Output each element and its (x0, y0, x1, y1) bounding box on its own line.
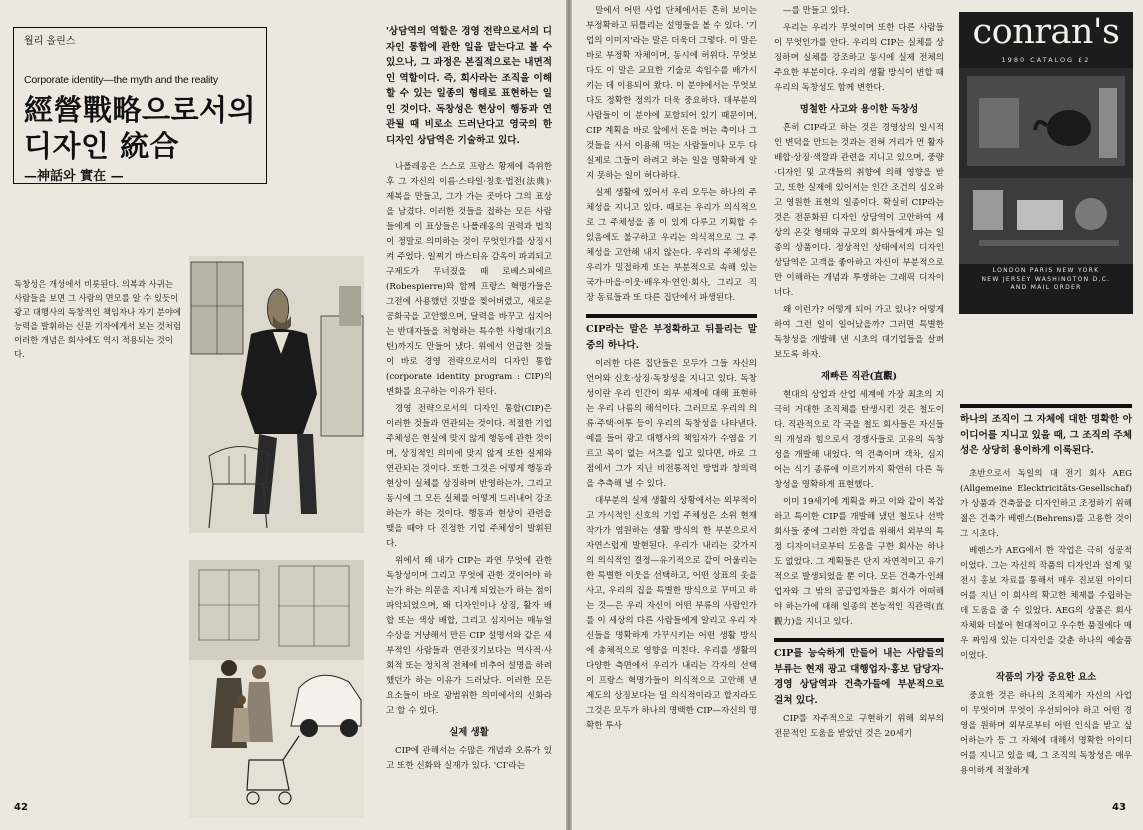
body-paragraph: 흔히 CIP라고 하는 것은 경영상의 일시적인 변덕을 만드는 것과는 전혀 거리가 먼 활자 배합·상징·색깔과 관련을 지니고 있으며, 중량·디자인 및 고객들의 취향에 의해 영향을 받고, 또한 실제에 있어서는 인간 조건의 심오하고 영원한 표현의 일종이다. 확실히 CIP라는 것은 전문화된 디자인 상담역이 고안하여 세상의 온갖 형태와 규모의 회사들에게 파는 일종의 상품이다. 정상적인 상태에서의 디자인 상담역은 고객을 좋아하고 자신이 부분적으로만 이해하는 개념과 투쟁하는 그래픽 디자이너다. (774, 123, 944, 298)
catalog-edition: 1980 CATALOG £2 (1001, 56, 1091, 64)
family-drawing (189, 560, 364, 818)
body-paragraph: 초반으로서 독일의 대 전기 회사 AEG (Allgemeine Elecktricitäts-Gesellschaf)가 상품과 건축물을 디자인하고 조정하기 위해 젊은 건축가 베렌스(Behrens)를 고용한 것이 그 시초다. (960, 468, 1132, 539)
catalog-location-line: NEW JERSEY WASHINGTON D.C. (981, 275, 1111, 283)
body-paragraph: 나폴레옹은 스스로 프랑스 황제에 즉위한 후 그 자신의 이름·스타일·칭호·법전(法典)·제복을 만들고, 그가 가는 곳마다 그의 표상을 남겼다. 이러한 것들을 접하는 모든 사람들에게 이 표상들은 나폴레옹의 권력과 법칙이 정말로 의미하는 것이 무엇인가를 상징시켜 주었다. 일찌기 바스티유 감옥이 파괴되고 구제도가 무너졌을 때 로베스피에르(Robespierre)와 함께 프랑스 혁명가들은 그전에 사용했던 깃발을 찢어버렸고, 새로운 공화국을 고안했으며, 달력을 바꾸고 심지어는 반대자들을 처형하는 특수한 사형대(기요틴)까지도 만들어 냈다. 위에서 언급한 것들이 바로 경영 전략으로서의 디자인 통합(corporate identity program : CIP)의 변화를 요구하는 이유가 된다. (386, 162, 552, 397)
man-portrait-illustration (189, 256, 364, 533)
body-paragraph: 경영 전략으로서의 디자인 통합(CIP)은 이러한 것들과 연관되는 것이다. 적절한 기업 주체성은 현실에 맞지 않게 행동에 관한 것이며, 상징적인 의미에 맞지 않게 또한 실제와 연관되는 것이다. 또한 그것은 어떻게 행동과 현상이 실체를 상징하며 반영하는가, 그리고 동시에 그 모든 실체를 어떻게 드러내어 강조하는가 하는 것이다. 행동과 현상이 관련을 맺을 때야 다 진정한 기업 주체성이 발휘된다. (386, 404, 552, 549)
body-paragraph: 베렌스가 AEG에서 한 작업은 극히 성공적이었다. 그는 자신의 작품의 디자인과 설계 및 전시 홍보 자료를 통해서 매우 진보된 아이디어를 지닌 이 회사의 확고한 체제를 수립하는 데 도움을 줄 수 있었다. AEG의 상품은 회사 자체와 더불어 현대적이고 우수한 품질에다 매우 짜임새 있는 디자인을 갖춘 하나의 예술품이었다. (960, 545, 1132, 661)
body-paragraph: 말에서 어떤 사업 단체에서든 흔히 보이는 부정확하고 뒤틀리는 설명들을 볼 수 있다. '기업의 이미지'라는 말은 더욱더 그렇다. 이 말은 바로 부정확 자체이며, 동시에 허위다. 무엇보다도 이 말은 교묘한 기술로 속임수를 배가시키는 데 이용되어 왔다. 이 분야에서는 무엇보다도 정확한 정의가 더욱 중요하다. 대부분의 사람들이 이 분야에 포함되어 있기 때문이며, CIP 계획을 바로 앞에서 돈을 버는 측이나 그것들을 사서 이용해 먹는 사람들이나 모두 다 실제로 그들이 하려고 하는 일을 명확하게 알지 못하는 일이 허다하다. (586, 6, 757, 181)
body-paragraph: —를 만들고 있다. (783, 6, 850, 16)
title-box (13, 27, 267, 184)
body-paragraph: 이미 19세기에 계획을 짜고 이와 같이 복잡하고 특이한 CIP를 개발해 냈던 철도나 선박 회사들 중에 그러한 작업을 위해서 외부의 특정 디자이너로부터 도움을 구한 회사는 하나도 없었다. 그 계획들은 단지 자연적이고 유기적으로 발생되었을 뿐 이다. 모든 건축가·인쇄업자와 그 밖의 공급업자들은 회사가 어떠해야 하는가에 대해 일종의 본능적인 직관력(直觀力)을 지니고 있다. (774, 497, 944, 627)
body-paragraph: 이러한 다른 집단들은 모두가 그들 자신의 언어와 신호·상징·독창성을 지니고 있다. 독창성이란 우리 인간이 외부 세계에 대해 표현하는 우리 나름의 해석이다. 그러므로 우리의 의류·주택·어투 등이 우리의 독창성을 나타낸다. 예를 들어 광고 대행사의 책임자가 수염을 기르고 목이 없는 셔츠를 입고 있다면, 바로 그 점에서 그가 지닌 비전통적인 방법과 창의력을 추측해 낼 수 있다. (586, 359, 757, 489)
left-page (0, 0, 566, 830)
right-text-column-3 (960, 404, 1132, 781)
section-subhead: 작품의 가장 중요한 요소 (995, 671, 1097, 683)
body-paragraph: 현대의 상업과 산업 세계에 가장 최초의 지극히 거대한 조직체를 탄생시킨 것은 철도이다. 직관적으로 각 국을 철도 회사들은 자신들의 개성과 힘으로서 경쟁사들로 고유의 독창성을 개발해 내었다. 역 건축이며 객차, 심지어는 식기 종류에 이르기까지 확연히 다른 독창성을 명확하게 표현했다. (774, 390, 944, 490)
body-paragraph: 왜 이런가? 어떻게 되어 가고 있나? 어떻게 하여 그런 일이 일어났을까? 그러면 특별한 독창성을 개발해 낸 시초의 대기업들을 살펴보도록 하자. (774, 305, 944, 360)
catalog-still-life (959, 68, 1133, 264)
family-illustration (189, 560, 364, 818)
section-subhead: 재빠른 직관(直觀) (820, 371, 898, 382)
body-paragraph: 대부분의 실제 생활의 상황에서는 외부적이고 가시적인 신호의 기업 주체성은 소위 현재 작가가 염원하는 생활 방식의 한 부분으로서 자연스럽게 발현된다. 우리가 내리는 갖가지의 의식적인 결정—유기적으로 같이 어울리는 한 특별한 이웃을 선택하고, 어떤 상표의 옷을 사고, 우리의 집을 특별한 방식으로 꾸미고 하는 것—은 우리 자신이 어떤 부류의 사람인가를 이 세상의 다른 사람들에게 알리고 우리 자신들을 명확하게 가꾸시키는 어떤 생활 방식에 총체적으로 영향을 미친다. 우리를 생활의 다양한 측면에서 우리가 내리는 각자의 선택이 프랑스 혁명가들이 의식적으로 고안해 낸 제도의 상징보다는 덜 의식적이라고 할지라도 그것은 모두가 하나의 명백한 CIP—자신의 명확한 투사 (586, 496, 757, 731)
pull-quote: 하나의 조직이 그 자체에 대한 명확한 아이디어를 지니고 있을 때, 그 조직의 주체성은 상당히 용이하게 이룩된다. (960, 404, 1132, 459)
body-paragraph: 위에서 왜 내가 CIP는 과연 무엇에 관한 독창성이며 그리고 무엇에 관한 것이어야 하는가 하는 의문을 지니게 되었는가 하는 점이 파악되었으며, 왜 디자인이나 상징, 활자 배합 또는 색상 배합, 그리고 심지어는 매뉴얼 수상을 거냥해서 만든 CIP 설명서와 같은 세부적인 사람들과 연관짓기보다는 역사적·사회적 또는 정치적 전체에 비추어 설명을 하려 했던가 하는 이유가 드러났다. 이러한 모든 요소들이 바로 광범위한 의미에서의 신화라고 할 수 있다. (386, 556, 552, 716)
body-paragraph: 우리는 우리가 무엇이며 또한 다른 사람들이 무엇인가를 안다. 우리의 CIP는 실체를 상징하며 실체를 강조하고 동시에 실제 전체의 주요한 부분이다. 우리의 생활 방식이 변할 때 우리의 독창성도 함께 변한다. (774, 23, 944, 93)
section-subhead: 실제 생활 (449, 727, 489, 738)
catalog-location-line: AND MAIL ORDER (1010, 284, 1082, 291)
subtitle: —神話와 實在 — (24, 169, 124, 184)
catalog-location-line: LONDON PARIS NEW YORK (992, 267, 1100, 274)
catalog-brand: conran's (972, 12, 1120, 52)
english-title: Corporate identity—the myth and the reality (24, 74, 218, 86)
right-text-column-2 (774, 4, 944, 744)
title-line-1: 經營戰略으로서의 (24, 93, 257, 127)
pull-quote: CIP라는 말은 부정확하고 뒤틀리는 말 중의 하나다. (586, 314, 757, 353)
page-number: 43 (1112, 802, 1126, 813)
body-paragraph: CIP에 관해서는 수많은 개념과 오류가 있고 또한 신화와 실재가 있다. 'CI'라는 (386, 746, 552, 771)
catalog-cover-image (959, 12, 1133, 314)
body-paragraph: 실제 생활에 있어서 우리 모두는 하나의 주체성을 지니고 있다. 때로는 우리가 의식적으로 그 주체성을 좀 이 있게 다루고 기획할 수 있음에도 불구하고 우리는 의식적으로 그 주체성을 고안해 내지 않는다. 우리의 주체성은 우리가 밀접하게 또는 부분적으로 속해 있는 국가·마을·이웃·배우자·연인·회사, 그리고 직장 동료들과 또 다른 집단에서 파생된다. (586, 188, 757, 303)
catalog-locations (959, 267, 1133, 293)
page-number: 42 (14, 802, 28, 813)
title-line-2: 디자인 統合 (24, 129, 180, 163)
man-portrait-drawing (189, 256, 364, 533)
pull-quote: CIP를 능숙하게 만들어 내는 사람들의 부류는 현재 광고 대행업자·홍보 담당자·경영 상담역과 건축가들에 부분적으로 걸쳐 있다. (774, 638, 944, 708)
body-paragraph: CIP를 자주적으로 구현하기 위해 외부의 전문적인 도움을 받았던 것은 20세기 (774, 714, 944, 739)
body-paragraph: 중요한 것은 하나의 조직체가 자신의 사업이 무엇이며 무엇이 우선되어야 하고 어떤 경영을 원하며 외부로부터 어떤 인식을 받고 싶어하는가 등 그 자체에 대해서 명확한 아이디어를 지니고 있을 때, 그 조직의 독창성은 매우 용이하게 적절하게 (960, 690, 1132, 776)
section-subhead: 명철한 사고와 용이한 독창성 (799, 104, 919, 115)
left-text-column (386, 24, 552, 776)
lead-paragraph: '상담역의 역할은 경영 전략으로서의 디자인 통합에 관한 일을 맡는다고 볼 수 있으나, 그 과정은 본질적으로는 내면적인 역할이다. 즉, 회사라는 조직을 이해할 수 있는 일종의 형태로 표현하는 일인 것이다. 독창성은 현상이 행동과 연관될 때 비로소 드러난다고 영국의 한 디자인 상담역은 기술하고 있다. (386, 26, 552, 146)
right-text-column-1 (586, 4, 757, 736)
author-name: 월리 올린스 (24, 36, 76, 47)
image-caption: 독창성은 개성에서 비롯된다. 의복과 사귀는 사람들을 보면 그 사람의 면모를 알 수 있듯이 광고 대행사의 독창적인 책임자나 자기 분야에 능력을 발휘하는 신문 기자에게서 보는 것처럼 이러한 개념은 회사에도 역시 적용되는 것이다. (14, 279, 182, 359)
